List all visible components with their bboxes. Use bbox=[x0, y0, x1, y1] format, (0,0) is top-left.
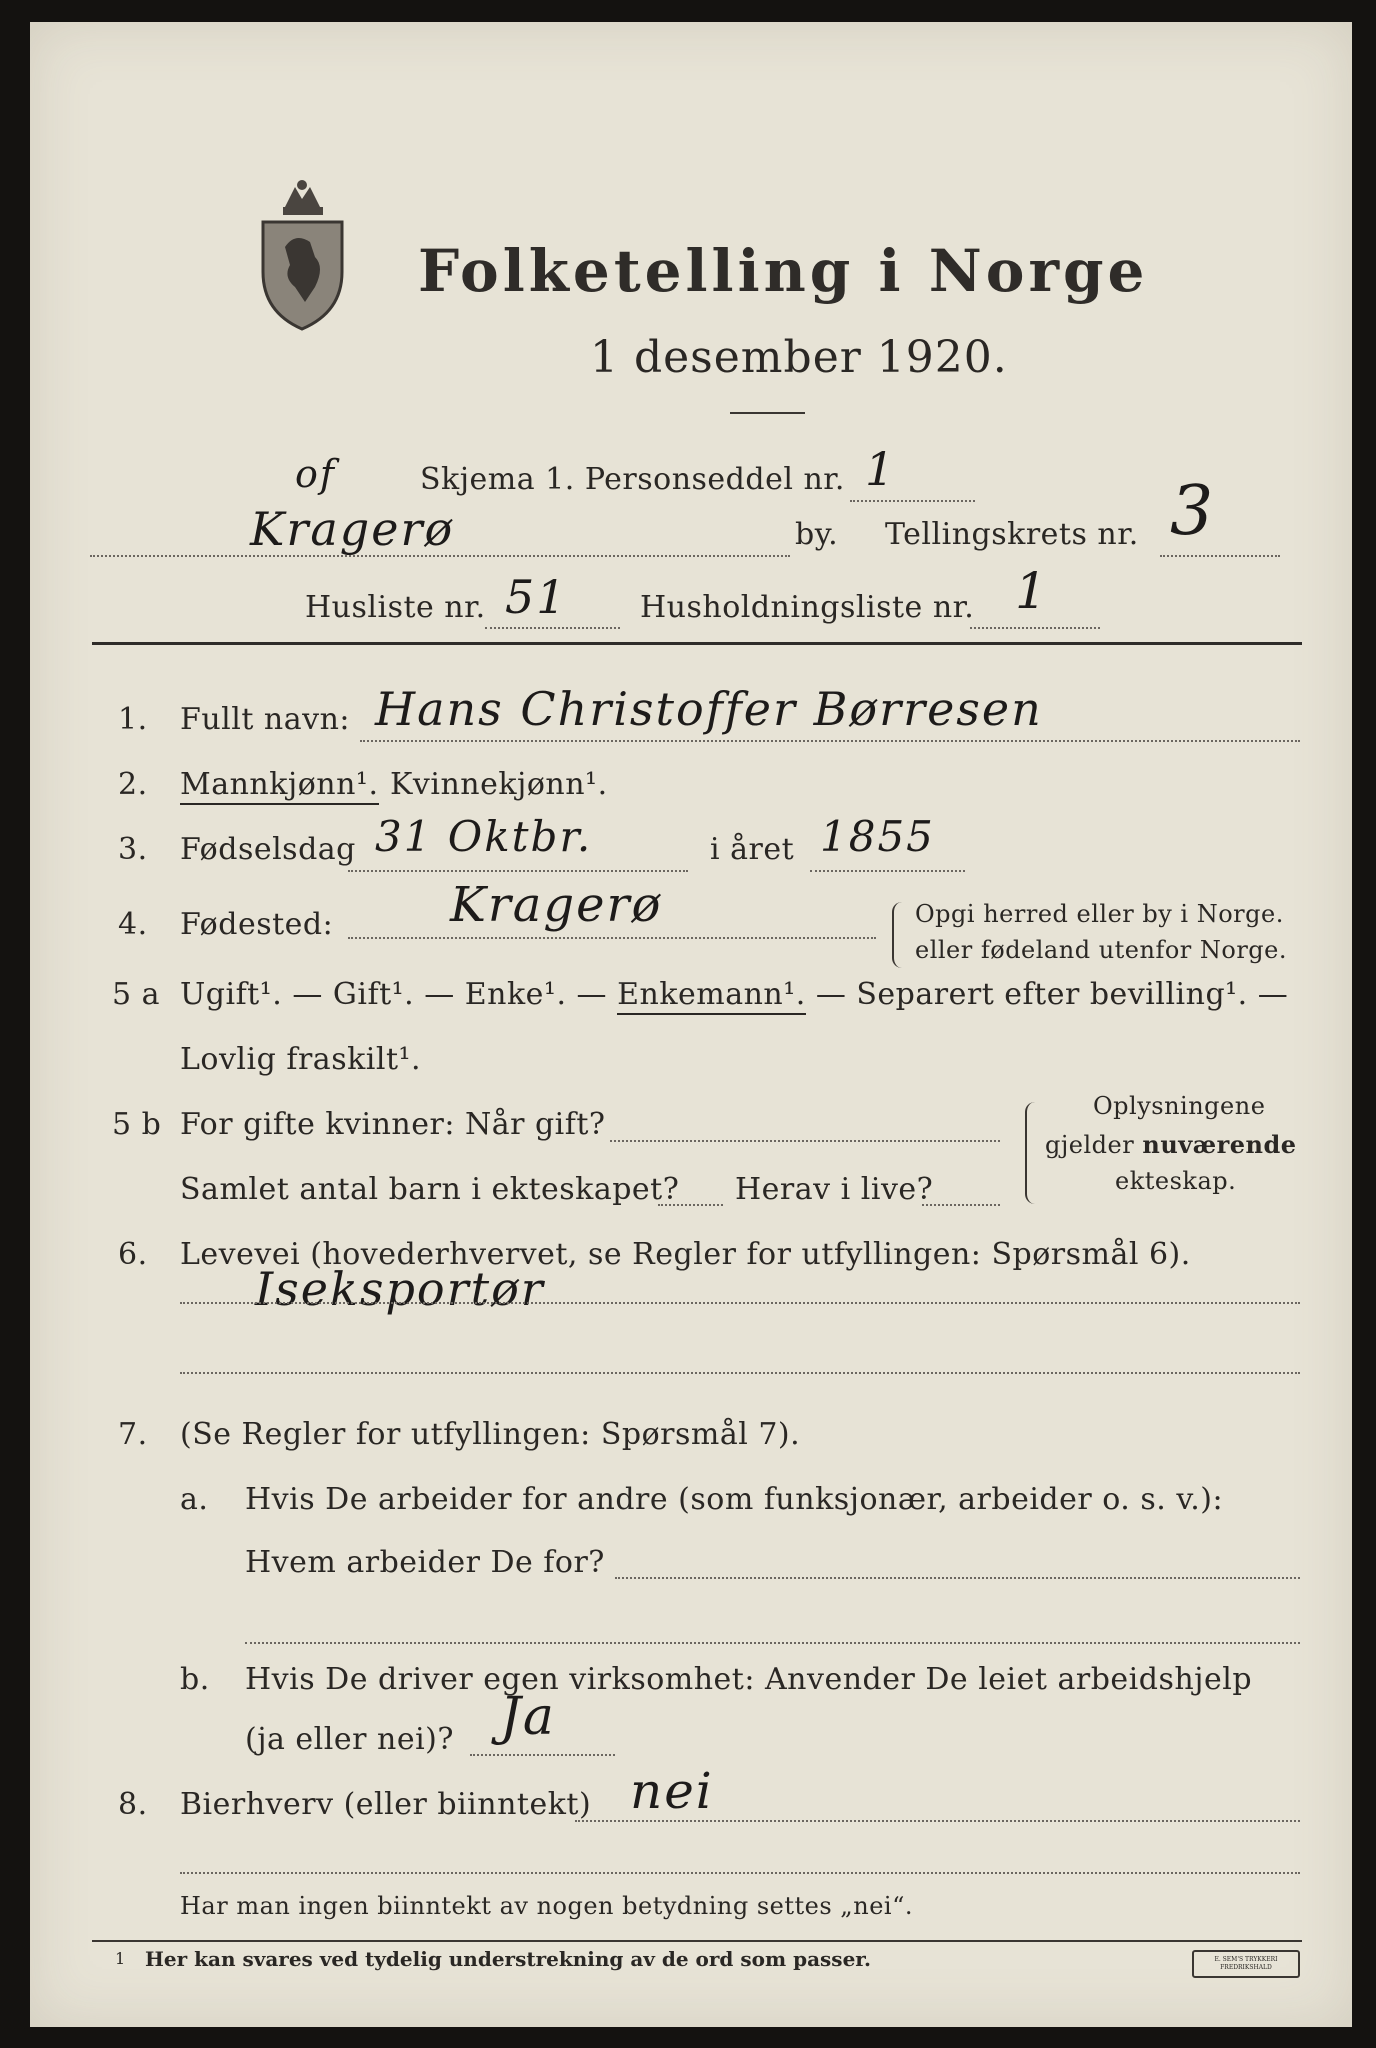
husholdning-line bbox=[970, 627, 1100, 629]
q7-label: (Se Regler for utfyllingen: Spørsmål 7). bbox=[180, 1417, 801, 1452]
q7a-line1: Hvis De arbeider for andre (som funksjonær, arbeider o. s. v.): bbox=[245, 1482, 1224, 1517]
q5b-note3: ekteskap. bbox=[1115, 1167, 1237, 1195]
q5a-ugift: Ugift¹. bbox=[180, 977, 283, 1012]
q2-male bbox=[180, 767, 379, 802]
q5a-enkemann-underlined: Enkemann¹. bbox=[617, 977, 806, 1015]
q3-year-value: 1855 bbox=[820, 812, 935, 861]
q2-female: Kvinnekjønn¹. bbox=[390, 767, 608, 802]
q2-number: 2. bbox=[118, 767, 148, 802]
schema-value: 1 bbox=[865, 442, 897, 496]
q5b-note1: Oplysningene bbox=[1093, 1092, 1266, 1120]
q5b-line1 bbox=[610, 1140, 1000, 1142]
town-value: Kragerø bbox=[250, 502, 455, 556]
q5b-note2 bbox=[1045, 1130, 1297, 1159]
q3-year-label: i året bbox=[710, 832, 795, 867]
by-label: by. bbox=[795, 517, 839, 552]
printer-stamp: E. SEM'S TRYKKERI FREDRIKSHALD bbox=[1192, 1950, 1300, 1978]
q4-label: Fødested: bbox=[180, 907, 334, 942]
q5a-rest: — Separert efter bevilling¹. — bbox=[815, 977, 1289, 1012]
q4-note-brace bbox=[892, 902, 902, 968]
q7a-letter: a. bbox=[180, 1482, 209, 1517]
margin-mark: of bbox=[295, 452, 336, 496]
q7b-line1: Hvis De driver egen virksomhet: Anvender De leiet arbeidshjelp bbox=[245, 1662, 1253, 1697]
tellingskrets-value: 3 bbox=[1170, 472, 1216, 551]
q4-line bbox=[348, 937, 876, 939]
q7b-letter: b. bbox=[180, 1662, 210, 1697]
footnote-mark: 1 bbox=[115, 1949, 126, 1968]
husliste-line bbox=[485, 627, 620, 629]
q5b-label3: Herav i live? bbox=[735, 1172, 934, 1207]
q4-note-line2: eller fødeland utenfor Norge. bbox=[915, 936, 1288, 964]
q5a-line2: Lovlig fraskilt¹. bbox=[180, 1042, 422, 1077]
q5b-note2a: gjelder bbox=[1045, 1131, 1135, 1159]
q1-value: Hans Christoffer Børresen bbox=[375, 682, 1043, 736]
tellingskrets-label: Tellingskrets nr. bbox=[885, 517, 1139, 552]
q5a-sep2: — bbox=[424, 977, 455, 1012]
q8-value: nei bbox=[630, 1762, 714, 1820]
q3-line bbox=[348, 870, 688, 872]
q2-male-underlined: Mannkjønn¹. bbox=[180, 767, 379, 805]
q6-line1 bbox=[180, 1302, 1300, 1304]
q4-number: 4. bbox=[118, 907, 148, 942]
title-divider bbox=[730, 412, 805, 414]
census-form-sheet bbox=[30, 22, 1352, 2027]
q5a-options bbox=[180, 977, 1288, 1012]
q5b-line2 bbox=[658, 1204, 723, 1206]
norwegian-lion-coat-of-arms-icon bbox=[255, 177, 350, 332]
q5a-number: 5 a bbox=[112, 977, 161, 1012]
q6-number: 6. bbox=[118, 1237, 148, 1272]
q5a-sep1: — bbox=[292, 977, 323, 1012]
q1-line bbox=[360, 740, 1300, 742]
q8-number: 8. bbox=[118, 1787, 148, 1822]
q6-value: Iseksportør bbox=[255, 1262, 545, 1316]
q8-line2 bbox=[180, 1872, 1300, 1874]
q8-line1 bbox=[575, 1820, 1300, 1822]
q7b-answer-line bbox=[470, 1754, 615, 1756]
husholdning-value: 1 bbox=[1015, 562, 1049, 620]
q8-note: Har man ingen biinntekt av nogen betydning settes „nei“. bbox=[180, 1892, 913, 1920]
q5b-label2: Samlet antal barn i ekteskapet? bbox=[180, 1172, 680, 1207]
q5b-line3 bbox=[922, 1204, 1000, 1206]
q7-number: 7. bbox=[118, 1417, 148, 1452]
q3-label: Fødselsdag bbox=[180, 832, 356, 867]
q5a-gift: Gift¹. bbox=[332, 977, 415, 1012]
husliste-label: Husliste nr. bbox=[305, 590, 486, 625]
q7b-value: Ja bbox=[500, 1687, 556, 1747]
husholdning-label: Husholdningsliste nr. bbox=[640, 590, 975, 625]
q4-note-line1: Opgi herred eller by i Norge. bbox=[915, 900, 1284, 928]
q7a-line2: Hvem arbeider De for? bbox=[245, 1545, 605, 1580]
q3-year-line bbox=[810, 870, 965, 872]
q8-label: Bierhverv (eller biinntekt) bbox=[180, 1787, 592, 1822]
q7a-answer-line2 bbox=[245, 1642, 1300, 1644]
tellingskrets-line bbox=[1160, 555, 1280, 557]
q5b-note2b: nuværende bbox=[1142, 1130, 1297, 1159]
form-title: Folketelling i Norge bbox=[418, 237, 1149, 305]
q3-value: 31 Oktbr. bbox=[375, 812, 593, 861]
census-date: 1 desember 1920. bbox=[590, 332, 1008, 383]
q5a-sep3: — bbox=[576, 977, 608, 1012]
footer-divider bbox=[92, 1940, 1302, 1942]
q6-label: Levevei (hovederhvervet, se Regler for utfyllingen: Spørsmål 6). bbox=[180, 1237, 1191, 1272]
schema-line bbox=[850, 500, 975, 502]
q1-number: 1. bbox=[118, 702, 148, 737]
schema-label: Skjema 1. Personseddel nr. bbox=[420, 462, 845, 497]
q1-label: Fullt navn: bbox=[180, 702, 351, 737]
q7a-answer-line1 bbox=[615, 1577, 1300, 1579]
q3-number: 3. bbox=[118, 832, 148, 867]
q5b-number: 5 b bbox=[112, 1107, 162, 1142]
q4-value: Kragerø bbox=[450, 877, 663, 933]
footnote-text: Her kan svares ved tydelig understrekning av de ord som passer. bbox=[145, 1947, 871, 1971]
q5a-enke: Enke¹. bbox=[464, 977, 567, 1012]
q5b-note-brace bbox=[1025, 1102, 1035, 1204]
q5b-label1: For gifte kvinner: Når gift? bbox=[180, 1107, 606, 1142]
q7b-line2: (ja eller nei)? bbox=[245, 1722, 454, 1757]
husliste-value: 51 bbox=[505, 570, 568, 624]
header-divider bbox=[92, 642, 1302, 645]
q6-line2 bbox=[180, 1372, 1300, 1374]
